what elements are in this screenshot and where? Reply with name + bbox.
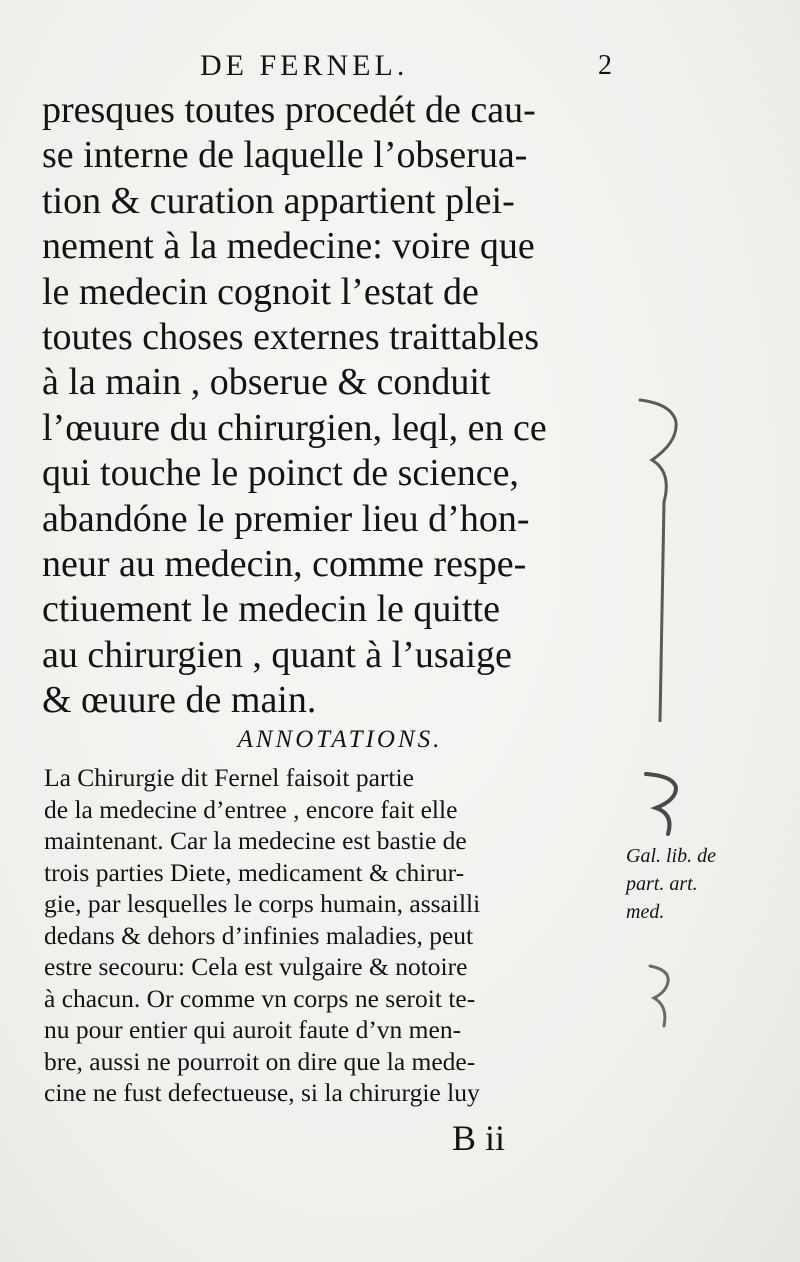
annotation-line: gie, par lesquelles le corps humain, assailli <box>44 889 481 918</box>
annotation-line: de la medecine d’entree , encore fait elle <box>44 794 458 824</box>
annotation-line: maintenant. Car la medecine est bastie de <box>44 826 467 855</box>
annotation-line: cine ne fust defectueuse, si la chirurgie luy <box>44 1078 480 1107</box>
text-line: presques toutes procedét de cau- <box>42 89 536 131</box>
annotations-heading: ANNOTATIONS. <box>237 726 443 753</box>
annotations-text <box>44 762 624 1109</box>
text-line: le medecin cognoit l’estat de <box>42 270 479 313</box>
margin-note <box>626 842 776 926</box>
running-head <box>0 48 800 88</box>
text-line: abandóne le premier lieu d’hon- <box>42 497 530 540</box>
text-line: toutes choses externes traittables <box>42 315 540 358</box>
annotation-line: trois parties Diete, medicament & chirur- <box>44 857 465 887</box>
text-line: & œuure de main. <box>42 679 317 722</box>
running-title: DE FERNEL. <box>200 49 409 82</box>
signature-mark: B ii <box>452 1118 506 1158</box>
annotation-line: bre, aussi ne pourroit on dire que la mede- <box>44 1046 476 1076</box>
annotation-line: estre secouru: Cela est vulgaire & notoire <box>44 952 468 981</box>
text-line: qui touche le poinct de science, <box>42 452 519 495</box>
margin-bracket-mark <box>632 392 692 722</box>
text-line: l’œuure du chirurgien, leql, en ce <box>42 406 547 449</box>
text-line: tion & curation appartient plei- <box>42 179 515 222</box>
annotation-line: La Chirurgie dit Fernel faisoit partie <box>44 763 414 792</box>
text-line: nement à la medecine: voire que <box>42 225 535 268</box>
margin-note-line: med. <box>626 901 665 923</box>
margin-bracket-mark <box>642 960 682 1030</box>
margin-note-line: part. art. <box>626 873 698 895</box>
annotation-line: nu pour entier qui auroit faute d’vn men- <box>44 1015 462 1044</box>
annotation-line: dedans & dehors d’infinies maladies, peut <box>44 920 474 950</box>
text-line: à la main , obserue & conduit <box>42 361 491 404</box>
margin-note-line: Gal. lib. de <box>626 845 716 867</box>
text-line: neur au medecin, comme respe- <box>42 542 527 585</box>
text-line: se interne de laquelle l’obseruа- <box>42 134 528 177</box>
text-line: au chirurgien , quant à l’usaige <box>42 633 512 676</box>
annotation-line: à chacun. Or comme vn corps ne seroit te- <box>44 983 476 1013</box>
main-text <box>42 88 622 723</box>
page-number: 2 <box>598 50 612 81</box>
text-line: ctiuement le medecin le quitte <box>42 588 500 631</box>
margin-bracket-mark <box>640 768 690 838</box>
